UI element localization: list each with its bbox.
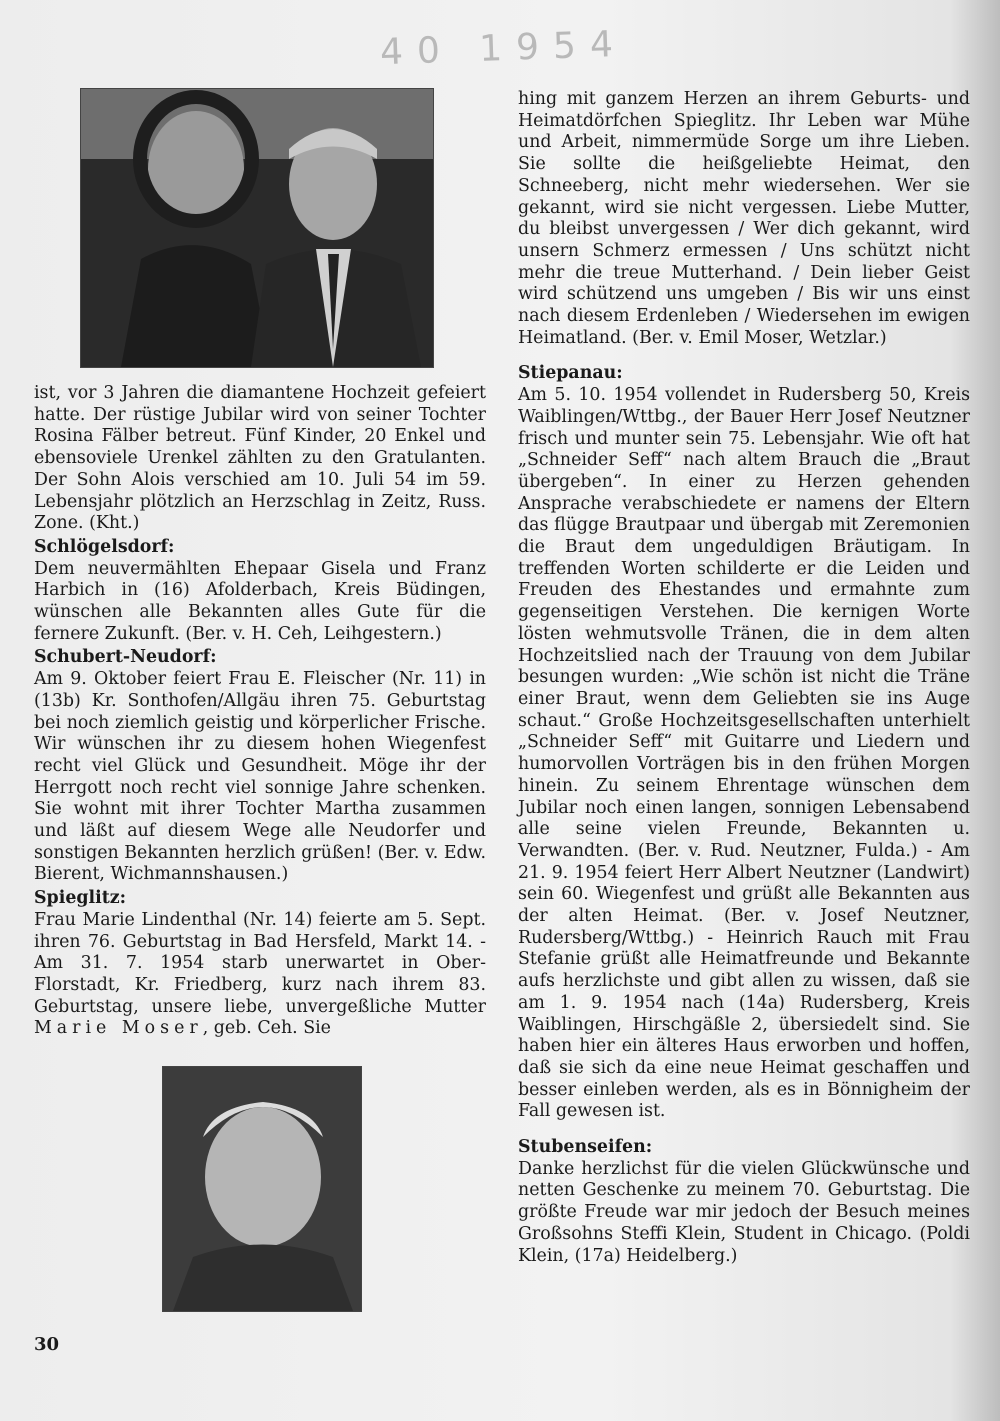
schubert-neudorf-paragraph: Am 9. Oktober feiert Frau E. Fleischer (Nr. 11) in (13b) Kr. Sonthofen/Allgäu ihren 75. Geburtstag bei noch ziemlich geistig und körperlicher Frische. Wir wünschen ihr zu diesem hohen Wiegenfest recht viel Glück und Gesundheit. Möge ihr der Herrgott noch recht viel sonnige Jahre schenken. Sie wohnt mit ihrer Tochter Martha zusammen und läßt auf diesem Wege alle Neudorfer und sonstigen Bekannten herzlich grüßen! (Ber. v. Edw. Bierent, Wichmannshausen.)	[34, 669, 486, 885]
stubenseifen-paragraph: Danke herzlichst für die vielen Glückwünsche und netten Geschenke zu meinem 70. Geburtstag. Die größte Freude war mir jedoch der Besuch meines Großsohns Steffi Klein, Student in Chicago. (Poldi Klein, (17a) Heidelberg.)	[518, 1158, 970, 1266]
section-heading-schubert-neudorf: Schubert-Neudorf:	[34, 647, 217, 668]
stiepanau-paragraph: Am 5. 10. 1954 vollendet in Rudersberg 50, Kreis Waiblingen/Wttbg., der Bauer Herr Josef Neutzner frisch und munter sein 75. Lebensjahr. Wie oft hat „Schneider Seff“ nach altem Brauch die „Braut übergeben“. In einer zu Herzen gehenden Ansprache verabschiedete er namens der Eltern das flügge Brautpaar und übergab mit Zeremonien die Braut dem ungeduldigen Bräutigam. In treffenden Worten schilderte er die Leiden und Freuden des Ehestandes und ermahnte zum gegenseitigen Verstehen. Die kernigen Worte lösten wehmutsvolle Tränen, die in dem alten Hochzeitslied nach der Trauung von dem Jubilar besungen wurden: „Wie schön ist nicht die Träne einer Braut, wenn dem Geliebten sie ins Auge schaut.“ Große Hochzeitsgesellschaften unterhielt „Schneider Seff“ mit Guitarre und Liedern und humorvollen Vorträgen bis in den frühen Morgen hinein. Zu seinem Ehrentage wünschen dem Jubilar noch einen langen, sonnigen Lebensabend alle seine vielen Freunde, Bekannten u. Verwandten. (Ber. v. Rud. Neutzner, Fulda.) - Am 21. 9. 1954 feiert Herr Albert Neutzner (Landwirt) sein 60. Wiegenfest und grüßt alle Bekannten aus der alten Heimat. (Ber. v. Josef Neutzner, Rudersberg/Wttbg.) - Heinrich Rauch mit Frau Stefanie grüßt alle Heimatfreunde und Bekannte aufs herzlichste und gibt allen zu wissen, daß sie am 1. 9. 1954 nach (14a) Rudersberg, Kreis Waiblingen, Hirschgäßle 2, übersiedelt sind. Sie haben hier ein älteres Haus erworben und hoffen, daß sie sich da eine neue Heimat geschaffen und besser einleben werden, als es in Bönnigheim der Fall gewesen ist.	[518, 385, 970, 1122]
page-number: 30	[34, 1334, 60, 1355]
section-heading-stiepanau: Stiepanau:	[518, 363, 623, 384]
left-column	[34, 383, 486, 1040]
handwritten-note: 40 1954	[379, 23, 628, 74]
section-heading-spieglitz: Spieglitz:	[34, 888, 127, 909]
spieglitz-text-part1: Frau Marie Lindenthal (Nr. 14) feierte am 5. Sept. ihren 76. Geburtstag in Bad Hersfeld, Markt 14. - Am 31. 7. 1954 starb unerwartet in Ober-Florstadt, Kr. Friedberg, kurz nach ihrem 83. Geburtstag, unsere liebe, unvergeßliche Mutter	[34, 909, 486, 1017]
right-column	[518, 89, 970, 1267]
spieglitz-continuation-paragraph: hing mit ganzem Herzen an ihrem Geburts- und Heimatdörfchen Spieglitz. Ihr Leben war Mühe und Arbeit, nimmermüde Sorge um ihre Lieben. Sie sollte die heißgeliebte Heimat, den Schneeberg, nicht mehr wiedersehen. Wer sie gekannt, wird sie nicht vergessen. Liebe Mutter, du bleibst unvergessen / Wer dich gekannt, wird unsern Schmerz ermessen / Uns schützt nicht mehr die treue Mutterhand. / Dein lieber Geist wird schützend uns umgeben / Bis wir uns einst nach diesem Erdenleben / Wiedersehen im ewigen Heimatland. (Ber. v. Emil Moser, Wetzlar.)	[518, 89, 970, 348]
intro-paragraph: ist, vor 3 Jahren die diamantene Hochzeit gefeiert hatte. Der rüstige Jubilar wird von seiner Tochter Rosina Fälber betreut. Fünf Kinder, 20 Enkel und ebensoviele Urenkel zählten zu den Gratulanten. Der Sohn Alois verschied am 10. Juli 54 im 59. Lebensjahr plötzlich an Herzschlag in Zeitz, Russ. Zone. (Kht.)	[34, 383, 486, 534]
schloegelsdorf-paragraph: Dem neuvermählten Ehepaar Gisela und Franz Harbich in (16) Afolderbach, Kreis Büdingen, wünschen alle Bekannten alles Gute für die fernere Zukunft. (Ber. v. H. Ceh, Leihgestern.)	[34, 558, 486, 644]
spieglitz-paragraph	[34, 910, 486, 1040]
section-heading-stubenseifen: Stubenseifen:	[518, 1137, 653, 1158]
section-heading-schloegelsdorf: Schlögelsdorf:	[34, 536, 175, 557]
elderly-woman-photo	[162, 1066, 362, 1312]
elderly-couple-photo	[80, 88, 434, 368]
spieglitz-name-spaced: Marie Moser	[34, 1018, 203, 1039]
spieglitz-text-part2: , geb. Ceh. Sie	[202, 1018, 331, 1039]
